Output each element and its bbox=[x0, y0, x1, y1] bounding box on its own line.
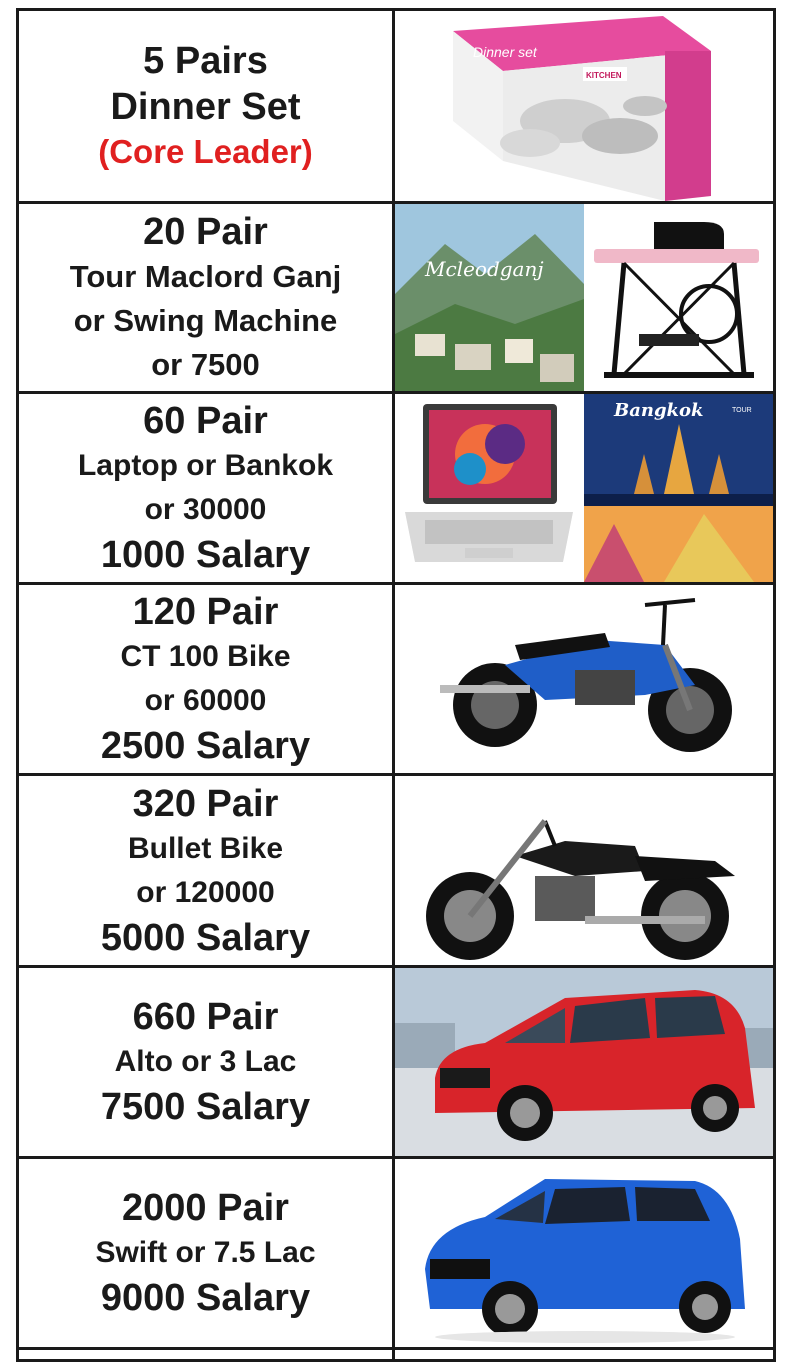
dinner-set-image bbox=[394, 10, 775, 203]
reward-text-cell bbox=[18, 967, 394, 1158]
mcleodganj-label: Mcleodganj bbox=[425, 257, 544, 281]
swift-car-image bbox=[394, 1158, 775, 1349]
reward-cash: or 30000 bbox=[144, 493, 267, 526]
reward-text-cell bbox=[18, 203, 394, 393]
salary-label: 2500 Salary bbox=[100, 725, 311, 767]
ct100-bike-image bbox=[394, 584, 775, 775]
mcleodganj-photo bbox=[395, 204, 584, 391]
laptop-photo bbox=[395, 394, 584, 582]
sewing-machine-photo bbox=[584, 204, 773, 391]
laptop-and-bangkok-image bbox=[394, 393, 775, 584]
reward-cash: or 60000 bbox=[144, 684, 267, 717]
reward-row bbox=[18, 775, 775, 967]
bullet-bike-image bbox=[394, 775, 775, 967]
pairs-label: 660 Pair bbox=[132, 996, 279, 1038]
bangkok-photo bbox=[584, 394, 773, 582]
pairs-label: 320 Pair bbox=[132, 782, 279, 825]
reward-text-cell bbox=[18, 393, 394, 584]
reward-name: Alto or 3 Lac bbox=[114, 1045, 297, 1078]
reward-text-cell bbox=[18, 775, 394, 967]
reward-row-cut-off bbox=[18, 1349, 775, 1361]
reward-name: Swift or 7.5 Lac bbox=[95, 1236, 316, 1269]
tour-label: TOUR bbox=[732, 407, 752, 414]
reward-row bbox=[18, 1158, 775, 1349]
dinner-set-box-label: Dinner set bbox=[473, 44, 537, 60]
pairs-label: 120 Pair bbox=[132, 591, 279, 633]
pairs-label: 60 Pair bbox=[143, 400, 268, 442]
reward-row bbox=[18, 584, 775, 775]
reward-name: Tour Maclord Ganj bbox=[69, 258, 342, 294]
reward-row bbox=[18, 967, 775, 1158]
salary-label: 7500 Salary bbox=[100, 1086, 311, 1128]
bangkok-label: Bangkok bbox=[614, 400, 704, 421]
reward-row bbox=[18, 393, 775, 584]
reward-name: Bullet Bike bbox=[127, 831, 284, 865]
salary-label: 1000 Salary bbox=[100, 534, 311, 576]
pairs-label: 20 Pair bbox=[143, 210, 268, 253]
reward-row bbox=[18, 10, 775, 203]
pairs-label: 2000 Pair bbox=[122, 1187, 289, 1229]
reward-text-cell bbox=[18, 10, 394, 203]
salary-label: 5000 Salary bbox=[100, 916, 311, 959]
core-leader-label: (Core Leader) bbox=[98, 133, 313, 170]
reward-cash: or 7500 bbox=[151, 346, 260, 382]
alto-car-image bbox=[394, 967, 775, 1158]
tour-and-machine-image bbox=[394, 203, 775, 393]
reward-text-cell bbox=[18, 1158, 394, 1349]
reward-cash: or 120000 bbox=[136, 875, 275, 909]
reward-name: Laptop or Bankok bbox=[77, 449, 333, 482]
reward-row bbox=[18, 203, 775, 393]
reward-table bbox=[16, 8, 776, 1362]
reward-text-cell bbox=[18, 584, 394, 775]
reward-alt: or Swing Machine bbox=[73, 302, 338, 338]
pairs-label: 5 Pairs bbox=[143, 40, 268, 82]
reward-name: Dinner Set bbox=[110, 86, 301, 128]
salary-label: 9000 Salary bbox=[100, 1277, 311, 1319]
reward-name: CT 100 Bike bbox=[120, 640, 291, 673]
kitchen-box-label: KITCHEN bbox=[586, 71, 622, 80]
